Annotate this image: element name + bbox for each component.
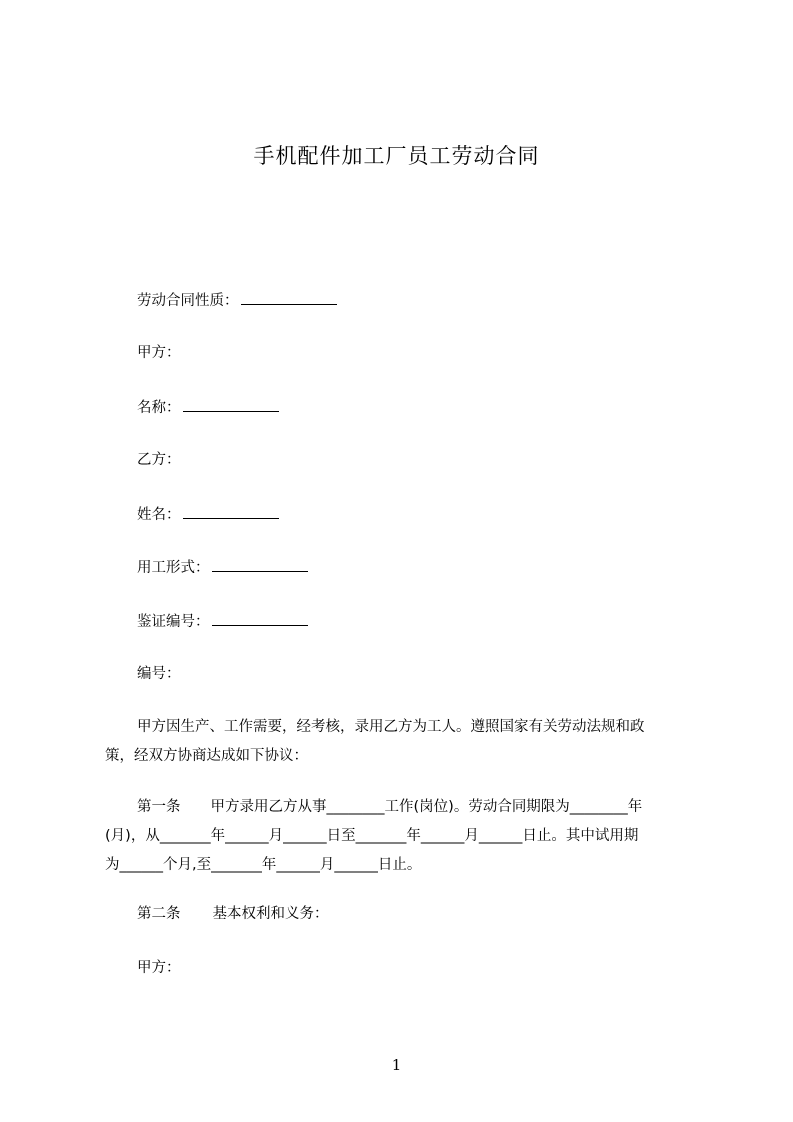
company-name-field bbox=[137, 397, 279, 418]
article-2-text: 基本权利和义务： bbox=[212, 906, 329, 922]
company-name-label: 名称： bbox=[137, 400, 181, 416]
party-a-label: 甲方： bbox=[137, 345, 181, 361]
party-a-duties-label: 甲方： bbox=[137, 960, 181, 976]
employment-form-label: 用工形式： bbox=[137, 560, 210, 576]
certification-number-label: 鉴证编号： bbox=[137, 614, 210, 630]
number-label: 编号： bbox=[137, 666, 181, 682]
article-1-line-3: 为______个月,至_______年______月______日止。 bbox=[105, 857, 422, 873]
article-2-heading: 第二条 bbox=[137, 906, 181, 922]
employment-form-field bbox=[137, 557, 308, 578]
document-title: 手机配件加工厂员工劳动合同 bbox=[253, 144, 540, 168]
preamble-paragraph bbox=[105, 713, 699, 771]
article-1-line-1 bbox=[105, 793, 699, 822]
contract-nature-blank[interactable] bbox=[241, 290, 337, 305]
preamble-line-1: 甲方因生产、工作需要，经考核，录用乙方为工人。遵照国家有关劳动法规和政 bbox=[137, 719, 645, 735]
certification-number-blank[interactable] bbox=[212, 611, 308, 626]
preamble-line-2: 策，经双方协商达成如下协议： bbox=[105, 748, 308, 764]
certification-number-field bbox=[137, 611, 308, 632]
contract-nature-field bbox=[137, 290, 337, 311]
person-name-field bbox=[137, 504, 279, 525]
contract-nature-label: 劳动合同性质： bbox=[137, 293, 239, 309]
article-1-line-2: (月)，从_______年______月______日至_______年______月______日止。其中试用期 bbox=[105, 828, 639, 844]
party-b-label: 乙方： bbox=[137, 452, 181, 468]
company-name-blank[interactable] bbox=[183, 397, 279, 412]
party-b-field bbox=[137, 450, 181, 470]
person-name-label: 姓名： bbox=[137, 507, 181, 523]
number-field bbox=[137, 664, 181, 684]
employment-form-blank[interactable] bbox=[212, 557, 308, 572]
person-name-blank[interactable] bbox=[183, 504, 279, 519]
article-2-heading-line bbox=[137, 904, 329, 924]
article-1-text-1: 甲方录用乙方从事________工作(岗位)。劳动合同期限为________年 bbox=[210, 799, 643, 815]
party-a-field bbox=[137, 343, 181, 363]
article-1-heading: 第一条 bbox=[137, 799, 181, 815]
article-1-paragraph bbox=[105, 793, 699, 880]
page-number: 1 bbox=[391, 1056, 402, 1074]
party-a-duties-heading bbox=[137, 958, 181, 978]
